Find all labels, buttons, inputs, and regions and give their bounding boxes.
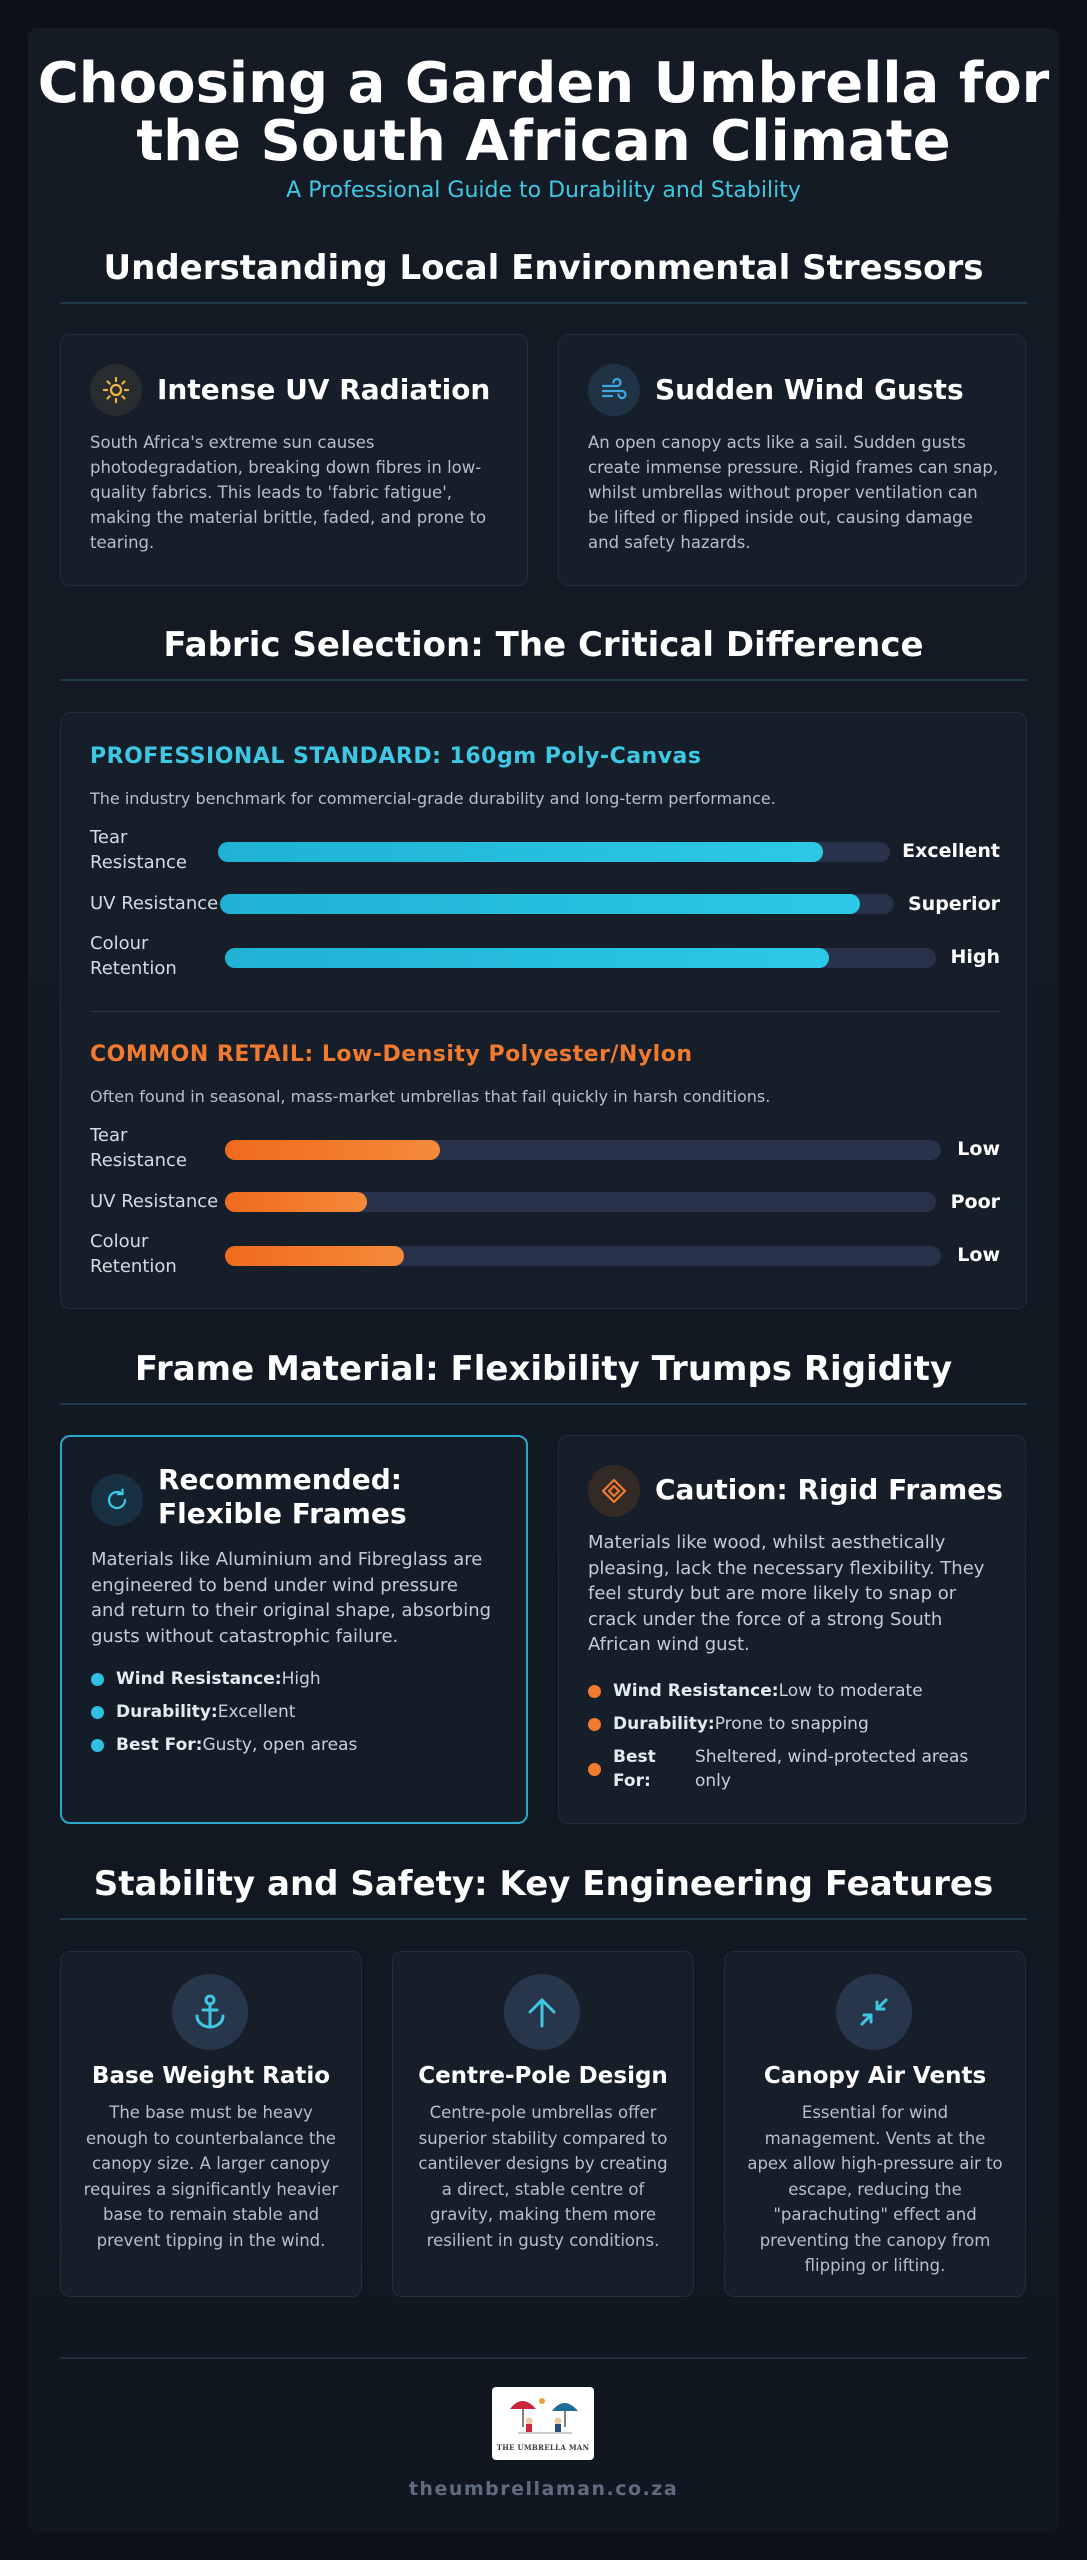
bar-fill [225,1192,367,1212]
section-divider [60,1403,1027,1405]
feature-body: Essential for wind management. Vents at the apex allow high-pressure air to escape, reducing the "parachuting" effect and preventing the canopy from flipping or lifting. [747,2103,1003,2275]
card-heading: Caution: Rigid Frames [655,1473,1003,1506]
bar-fill [220,894,860,914]
bullet [588,1718,601,1731]
spec-list [588,1679,1008,1793]
brand-logo[interactable] [492,2387,594,2460]
section-divider [60,302,1027,304]
bar-fill [225,948,829,968]
retail-heading: COMMON RETAIL: Low-Density Polyester/Nylon [90,1042,693,1067]
list-item: Best For:Gusty, open areas [91,1733,357,1757]
metric-label: UV Resistance [90,1191,219,1212]
refresh-icon [91,1474,143,1526]
metric-label: Tear Resistance [90,827,187,873]
metric-value: Superior [907,893,1000,915]
wind-icon [588,364,640,416]
text-line: create immense pressure. Rigid frames can snap, [588,458,999,477]
text-line: South Africa's extreme sun causes [90,433,375,452]
card-body [90,430,510,555]
metric-value: Low [957,1244,1000,1266]
metric-row [90,1189,1000,1219]
metric-row [90,891,1000,921]
tear-resistance-bar [225,1140,941,1160]
section-divider [60,1918,1027,1920]
website-link[interactable]: theumbrellaman.co.za [408,2478,679,2500]
text-line: making the material brittle, faded, and prone to [90,508,487,527]
warning-diamond-icon [588,1465,640,1517]
card-body: Materials like Aluminium and Fibreglass are engineered to bend under wind pressure and return to their original shape, absorbing gusts without catastrophic failure. [91,1549,492,1647]
bullet [588,1685,601,1698]
metric-row [90,931,1000,983]
feature-body: Centre-pole umbrellas offer superior stability compared to cantilever designs by creating a direct, stable centre of gravity, making them more resilient in gusty conditions. [418,2103,668,2250]
colour-retention-bar [225,948,936,968]
metric-value: Excellent [902,840,1000,862]
anchor-icon [172,1974,248,2050]
stability-section-title: Stability and Safety: Key Engineering Features [93,1864,994,1904]
professional-description: The industry benchmark for commercial-grade durability and long-term performance. [90,789,776,808]
metric-label: UV Resistance [90,893,219,914]
section-divider [60,679,1027,681]
metric-label: Tear Resistance [90,1125,187,1171]
card-body [588,430,1008,555]
list-item: Wind Resistance:High [91,1667,357,1691]
feature-card-centre-pole [392,1951,694,2297]
text-line: be lifted or flipped inside out, causing damage [588,508,973,527]
fabric-section-title: Fabric Selection: The Critical Difference [163,625,924,665]
rigid-frames-card [558,1435,1026,1824]
bullet [91,1706,104,1719]
fabric-comparison-card [60,712,1027,1309]
bar-fill [225,1140,440,1160]
card-heading: Intense UV Radiation [157,373,491,406]
page-subtitle: A Professional Guide to Durability and Stability [286,178,801,203]
compress-arrows-icon [836,1974,912,2050]
bullet [91,1739,104,1752]
tear-resistance-bar [218,842,890,862]
bar-fill [218,842,823,862]
page-title-line1: Choosing a Garden Umbrella for [37,51,1050,116]
metric-value: High [950,946,1000,968]
card-body: Materials like wood, whilst aesthetically pleasing, lack the necessary flexibility. They feel sturdy but are more likely to snap or crack under the force of a strong South African wind gust. [588,1532,985,1655]
text-line: quality fabrics. This leads to 'fabric fatigue', [90,483,452,502]
text-line: An open canopy acts like a sail. Sudden gusts [588,433,966,452]
flexible-frames-card [60,1435,528,1824]
metric-row [90,825,1000,877]
card-heading: Recommended: Flexible Frames [158,1463,407,1530]
metric-label: Colour Retention [90,933,177,979]
metric-row [90,1123,1000,1175]
list-item: Durability:Prone to snapping [588,1712,1008,1736]
umbrella-pole-icon [504,1974,580,2050]
umbrella-logo-icon [492,2387,594,2445]
page-title-line2: the South African Climate [136,109,951,174]
card-heading: Sudden Wind Gusts [655,373,964,406]
feature-card-base-weight [60,1951,362,2297]
text-line: whilst umbrellas without proper ventilation can [588,483,978,502]
fabric-divider [90,1011,1000,1012]
sun-icon [90,364,142,416]
metric-row [90,1229,1000,1281]
feature-body: The base must be heavy enough to counterbalance the canopy size. A larger canopy requires a significantly heavier base to remain stable and prevent tipping in the wind. [83,2103,339,2250]
frame-section-title: Frame Material: Flexibility Trumps Rigidity [134,1349,953,1389]
text-line: photodegradation, breaking down fibres in low- [90,458,482,477]
feature-card-air-vents [724,1951,1026,2297]
list-item: Wind Resistance:Low to moderate [588,1679,1008,1703]
feature-heading: Centre-Pole Design [418,2063,668,2089]
text-line: and safety hazards. [588,533,751,552]
footer-divider [60,2357,1027,2359]
logo-text: THE UMBRELLA MAN [496,2443,590,2452]
uv-resistance-bar [225,1192,936,1212]
retail-description: Often found in seasonal, mass-market umbrellas that fail quickly in harsh conditions. [90,1087,771,1106]
page-title [0,51,1087,174]
feature-heading: Base Weight Ratio [91,2063,331,2089]
metric-value: Poor [950,1191,1000,1213]
wind-gusts-card [558,334,1026,586]
spec-list [91,1667,357,1757]
bar-fill [225,1246,404,1266]
uv-radiation-card [60,334,528,586]
bullet [91,1673,104,1686]
professional-heading: PROFESSIONAL STANDARD: 160gm Poly-Canvas [90,744,702,769]
metric-value: Low [957,1138,1000,1160]
text-line: tearing. [90,533,155,552]
stressors-section-title: Understanding Local Environmental Stressors [103,248,984,288]
uv-resistance-bar [220,894,894,914]
bullet [588,1763,601,1776]
list-item: Best For: Sheltered, wind-protected areas only [588,1745,1008,1793]
feature-heading: Canopy Air Vents [763,2063,987,2089]
metric-label: Colour Retention [90,1231,177,1277]
colour-retention-bar [225,1246,941,1266]
list-item: Durability:Excellent [91,1700,357,1724]
